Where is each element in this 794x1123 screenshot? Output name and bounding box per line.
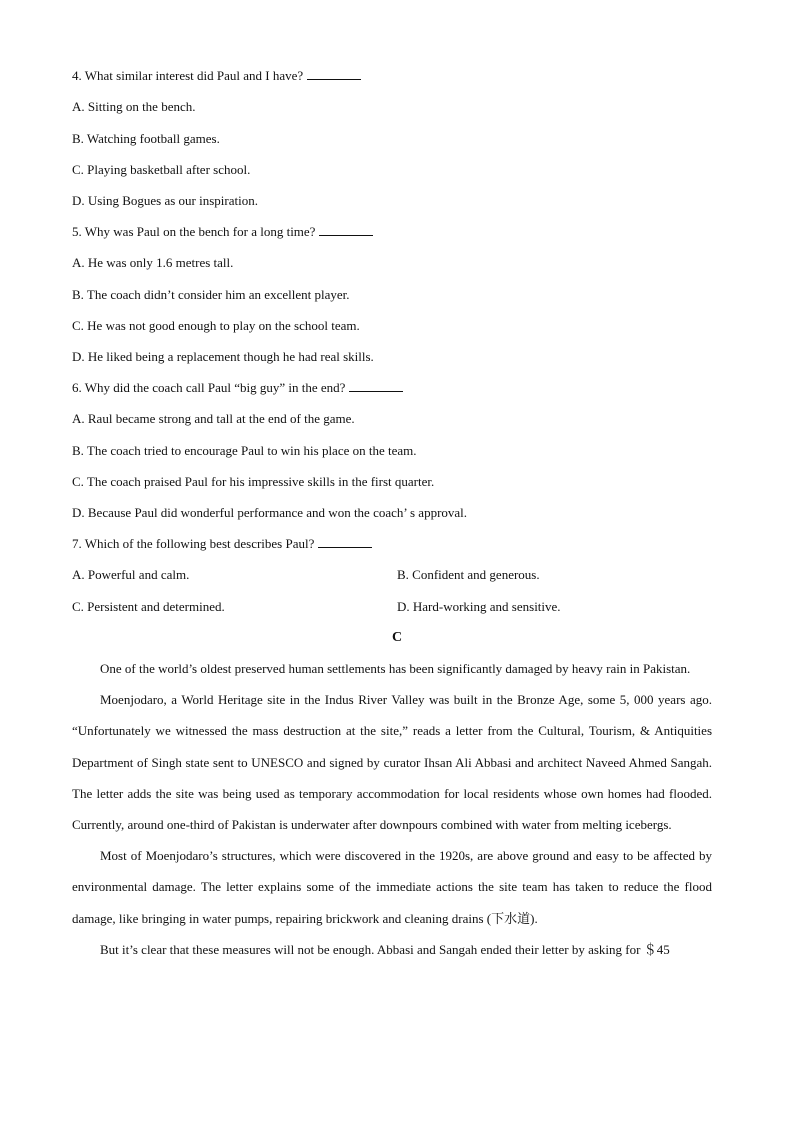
question-5-text: 5. Why was Paul on the bench for a long time? <box>72 224 316 239</box>
q5-option-d: D. He liked being a replacement though he had real skills. <box>72 349 374 364</box>
q7-option-a: A. Powerful and calm. <box>72 567 190 582</box>
passage-paragraph-1 <box>72 653 712 684</box>
answer-blank <box>319 225 373 236</box>
question-6-stem <box>72 380 403 396</box>
question-5-stem <box>72 224 373 240</box>
q4-option-c: C. Playing basketball after school. <box>72 162 251 177</box>
passage-paragraph-3 <box>72 840 712 934</box>
question-7-text: 7. Which of the following best describes Paul? <box>72 536 315 551</box>
q5-option-c: C. He was not good enough to play on the school team. <box>72 318 360 333</box>
q6-option-b: B. The coach tried to encourage Paul to win his place on the team. <box>72 443 417 458</box>
q5-option-b: B. The coach didn’t consider him an excellent player. <box>72 287 350 302</box>
q5-option-a: A. He was only 1.6 metres tall. <box>72 255 234 270</box>
passage-paragraph-4 <box>72 934 712 965</box>
section-heading: C <box>391 630 403 645</box>
answer-blank <box>307 69 361 80</box>
question-4-text: 4. What similar interest did Paul and I have? <box>72 68 304 83</box>
paragraph-text: Most of Moenjodaro’s structures, which were discovered in the 1920s, are above ground and easy to be affected by environmental damage. The letter explains some of the immediate actions the site team has taken to reduce the flood damage, like bringing in water pumps, repairing brickwork and cleaning drains (下水道). <box>72 848 712 926</box>
q4-option-d: D. Using Bogues as our inspiration. <box>72 193 258 208</box>
answer-blank <box>349 381 403 392</box>
q7-option-c: C. Persistent and determined. <box>72 599 225 614</box>
q7-option-d: D. Hard-working and sensitive. <box>397 599 561 614</box>
q4-option-a: A. Sitting on the bench. <box>72 99 196 114</box>
question-7-stem <box>72 536 372 552</box>
passage-paragraph-2 <box>72 684 712 840</box>
question-4-stem <box>72 68 361 84</box>
q7-option-b: B. Confident and generous. <box>397 567 540 582</box>
answer-blank <box>318 537 372 548</box>
q6-option-d: D. Because Paul did wonderful performance and won the coach’ s approval. <box>72 505 468 520</box>
passage <box>72 653 712 965</box>
paragraph-text: But it’s clear that these measures will not be enough. Abbasi and Sangah ended their letter by asking for ＄45 <box>100 941 670 957</box>
q6-option-c: C. The coach praised Paul for his impressive skills in the first quarter. <box>72 474 435 489</box>
paragraph-text: Moenjodaro, a World Heritage site in the Indus River Valley was built in the Bronze Age, some 5, 000 years ago. “Unfortunately we witnessed the mass destruction at the site,” reads a letter from the Cultural, Tourism, & Antiquities Department of Singh state sent to UNESCO and signed by curator Ihsan Ali Abbasi and architect Naveed Ahmed Sangah. The letter adds the site was being used as temporary accommodation for local residents whose own homes had flooded. Currently, around one-third of Pakistan is underwater after downpours combined with water from melting icebergs. <box>72 692 712 833</box>
paragraph-text: One of the world’s oldest preserved human settlements has been significantly damaged by heavy rain in Pakistan. <box>100 661 691 676</box>
question-6-text: 6. Why did the coach call Paul “big guy” in the end? <box>72 380 346 395</box>
q6-option-a: A. Raul became strong and tall at the end of the game. <box>72 411 355 426</box>
q4-option-b: B. Watching football games. <box>72 131 220 146</box>
